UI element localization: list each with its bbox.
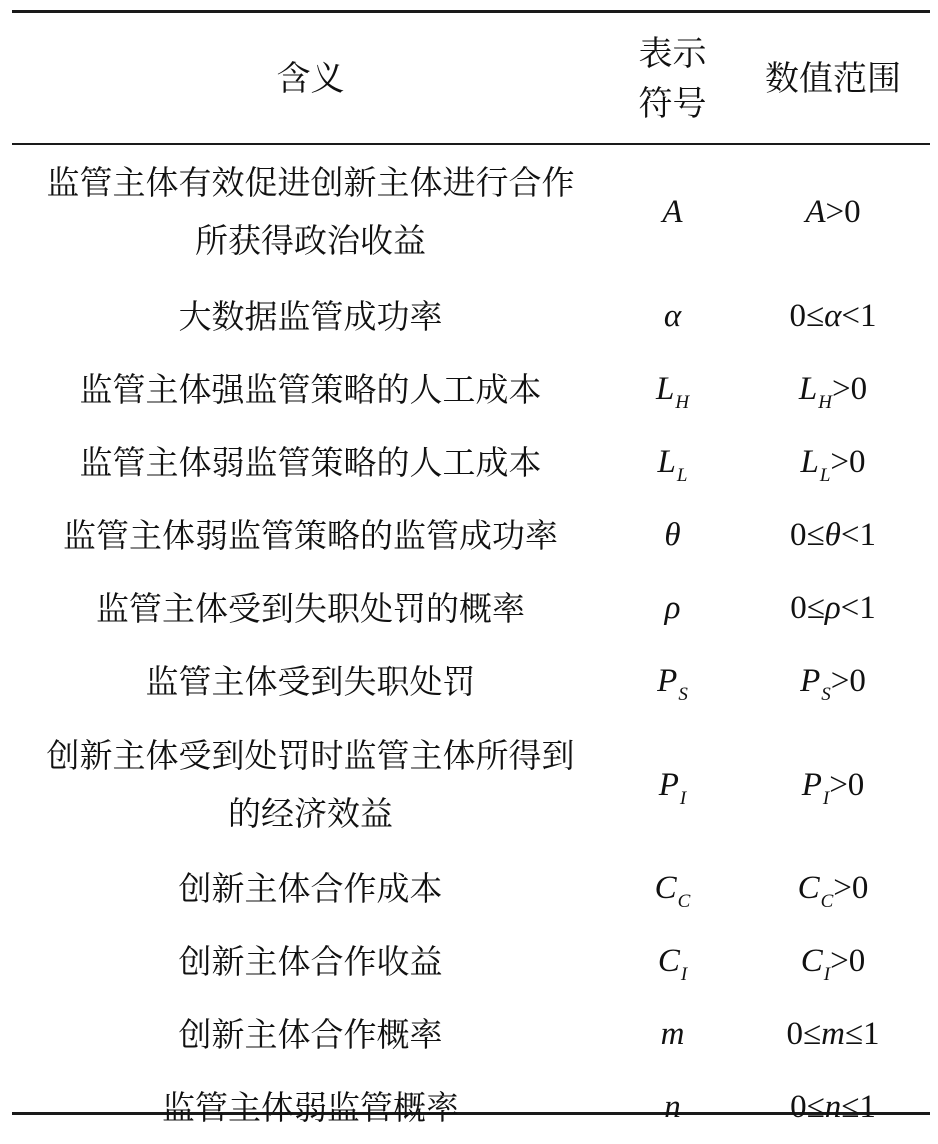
- table-row: [12, 1071, 930, 1144]
- row-range: 0≤θ<1: [790, 517, 876, 553]
- row-meaning: 创新主体受到处罚时监管主体所得到的经济效益: [46, 736, 575, 833]
- row-range: 0≤n≤1: [790, 1089, 876, 1125]
- table-row: [12, 280, 930, 353]
- table-row: [12, 572, 930, 645]
- row-range: 0≤α<1: [789, 298, 877, 334]
- row-range: 0≤ρ<1: [790, 590, 876, 626]
- header-symbol-label: 表示符号: [638, 33, 707, 124]
- row-symbol: α: [663, 298, 682, 334]
- row-meaning: 监管主体受到失职处罚的概率: [96, 588, 525, 628]
- table-row: [12, 353, 930, 426]
- row-symbol: ρ: [664, 590, 681, 626]
- header-range: 数值范围: [765, 58, 901, 99]
- row-meaning: 监管主体有效促进创新主体进行合作所获得政治收益: [46, 163, 575, 260]
- row-range: $L_L>0$: [800, 444, 866, 486]
- row-symbol: $C_C$: [654, 870, 691, 912]
- row-range: $P_I>0$: [801, 766, 865, 809]
- row-symbol: $P_I$: [658, 766, 687, 809]
- row-meaning: 监管主体弱监管策略的监管成功率: [63, 515, 558, 555]
- row-symbol: $L_L$: [657, 444, 688, 486]
- row-range: 0≤m≤1: [786, 1016, 880, 1052]
- table-row: [12, 426, 930, 499]
- row-meaning: 创新主体合作成本: [178, 868, 443, 908]
- row-range: $L_H>0$: [798, 371, 868, 413]
- row-symbol: n: [664, 1089, 681, 1125]
- row-symbol: A: [662, 193, 683, 230]
- row-symbol: m: [660, 1016, 685, 1052]
- row-range: A>0: [805, 193, 861, 230]
- table-row: [12, 852, 930, 925]
- row-range: $C_I>0$: [800, 943, 866, 985]
- row-meaning: 大数据监管成功率: [178, 296, 443, 336]
- table-header-row: [12, 13, 930, 144]
- parameter-table: [12, 13, 930, 1144]
- row-range: $C_C>0$: [797, 870, 869, 912]
- row-symbol: $P_S$: [657, 663, 688, 705]
- row-symbol: $C_I$: [657, 943, 688, 985]
- row-meaning: 创新主体合作概率: [178, 1014, 443, 1054]
- row-meaning: 监管主体弱监管策略的人工成本: [79, 442, 542, 482]
- table-row: [12, 499, 930, 572]
- row-meaning: 创新主体合作收益: [178, 941, 443, 981]
- header-meaning: 含义: [276, 58, 345, 99]
- table-row: [12, 645, 930, 718]
- table-row: [12, 998, 930, 1071]
- row-meaning: 监管主体弱监管概率: [162, 1087, 459, 1127]
- table-row: [12, 718, 930, 852]
- row-range: $P_S>0$: [800, 663, 866, 705]
- row-meaning: 监管主体受到失职处罚: [145, 661, 476, 701]
- table-row: [12, 925, 930, 998]
- table-row: [12, 144, 930, 280]
- row-meaning: 监管主体强监管策略的人工成本: [79, 369, 542, 409]
- row-symbol: $L_H$: [655, 371, 690, 413]
- header-symbol: [609, 13, 736, 144]
- row-symbol: θ: [664, 517, 681, 553]
